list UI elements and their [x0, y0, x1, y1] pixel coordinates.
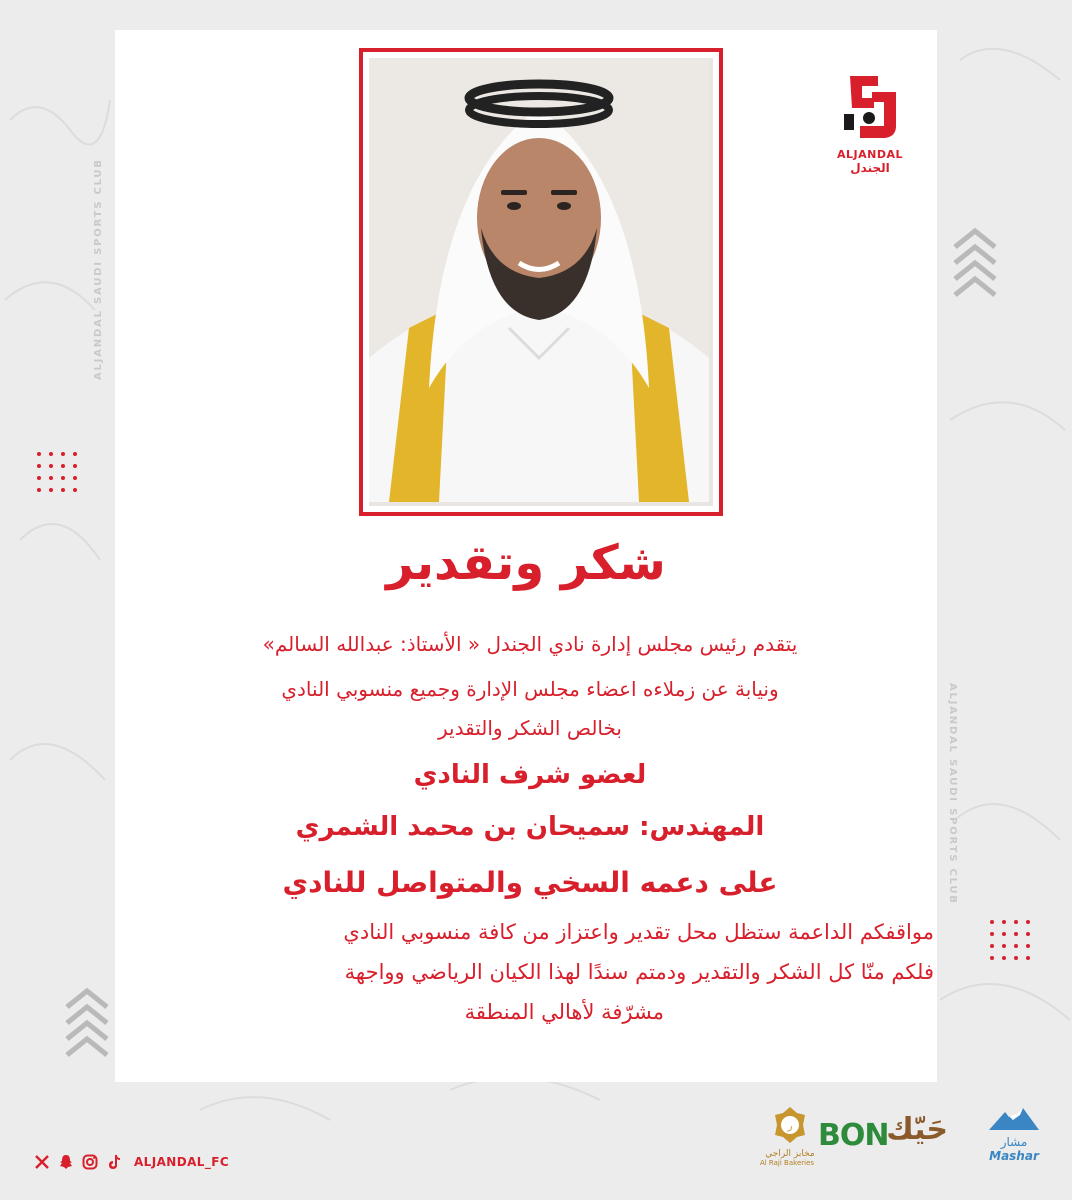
snapchat-icon[interactable]	[58, 1154, 74, 1170]
club-logo-mark	[838, 70, 902, 142]
sponsor-hayak	[884, 1112, 948, 1184]
svg-text:ر: ر	[787, 1121, 793, 1132]
dot-grid-right	[988, 918, 1038, 968]
page-title: شكر وتقدير	[386, 535, 666, 591]
social-links	[34, 1150, 229, 1174]
chevron-stack-right	[950, 225, 1000, 307]
social-handle[interactable]: ALJANDAL_FC	[134, 1155, 230, 1169]
closing-line-1: مواقفكم الداعمة ستظل محل تقدير واعتزاز من كافة منسوبي النادي	[343, 920, 934, 944]
alraji-logo-icon	[773, 1105, 807, 1145]
dot-grid-left	[35, 450, 85, 500]
sponsor-alraji	[759, 1105, 818, 1177]
side-label-right: ALJANDAL SAUDI SPORTS CLUB	[947, 683, 958, 905]
instagram-icon[interactable]	[82, 1154, 98, 1170]
chevron-stack-left	[62, 985, 112, 1067]
honoree-reason: على دعمه السخي والمتواصل للنادي	[282, 866, 778, 899]
side-label-left: ALJANDAL SAUDI SPORTS CLUB	[93, 158, 104, 380]
portrait-photo-frame	[359, 48, 723, 516]
mashar-name-ar: مشار	[1000, 1135, 1028, 1149]
sponsor-bon	[818, 1118, 889, 1190]
alraji-name-en: Al Raji Bakeries	[759, 1159, 815, 1167]
message-line-3: بخالص الشكر والتقدير	[437, 716, 622, 740]
mashar-name-en: Mashar	[989, 1149, 1039, 1163]
closing-paragraph	[180, 912, 934, 1032]
club-logo	[830, 70, 910, 182]
portrait-photo	[369, 58, 713, 506]
honoree-role: لعضو شرف النادي	[413, 760, 647, 790]
closing-line-2: فلكم منّا كل الشكر والتقدير ودمتم سندًا لهذا الكيان الرياضي وواجهة	[344, 960, 934, 984]
alraji-name-ar: مخابز الراجي	[765, 1149, 815, 1159]
tiktok-icon[interactable]	[106, 1154, 122, 1170]
mashar-mountain-icon	[987, 1106, 1041, 1132]
x-icon[interactable]	[34, 1154, 50, 1170]
closing-line-3: مشرّفة لأهالي المنطقة	[464, 1000, 664, 1024]
club-logo-en: ALJANDAL	[837, 148, 903, 161]
honoree-name: المهندس: سميحان بن محمد الشمري	[295, 812, 765, 842]
hayak-logo-text: حَيّك	[886, 1112, 948, 1147]
bon-logo-text: BON	[818, 1118, 889, 1153]
club-logo-ar: الجندل	[850, 161, 890, 175]
sponsor-mashar	[984, 1106, 1044, 1178]
message-line-2: ونيابة عن زملاءه اعضاء مجلس الإدارة وجميع منسوبي النادي	[281, 677, 779, 701]
message-line-1: يتقدم رئيس مجلس إدارة نادي الجندل « الأستاذ: عبدالله السالم»	[262, 632, 798, 656]
portrait-illustration	[369, 58, 709, 502]
